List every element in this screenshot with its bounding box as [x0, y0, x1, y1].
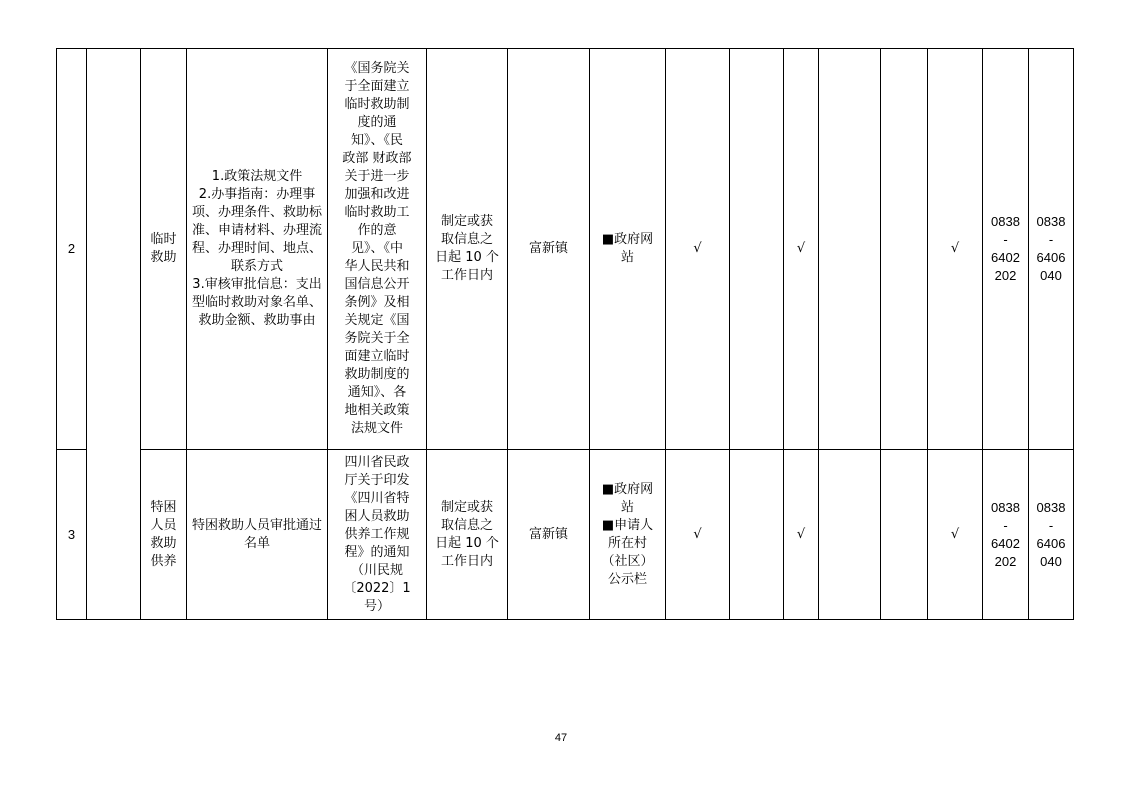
- check-mark-a: √: [666, 450, 730, 620]
- phone-number-1: 0838 - 6402 202: [983, 450, 1029, 620]
- check-mark-c: √: [928, 450, 983, 620]
- disclosure-content: 特困救助人员审批通过名单: [187, 450, 328, 620]
- check-mark-b: √: [784, 49, 819, 450]
- disclosure-subject: 富新镇: [508, 450, 590, 620]
- disclosure-channel: ■政府网 站 ■申请人 所在村 （社区） 公示栏: [590, 450, 666, 620]
- empty-cell: [881, 49, 928, 450]
- empty-cell: [881, 450, 928, 620]
- row-index: 3: [57, 450, 87, 620]
- page-number: 47: [554, 732, 568, 744]
- phone-number-1: 0838 - 6402 202: [983, 49, 1029, 450]
- table-row: [57, 450, 1074, 620]
- phone-number-2: 0838 - 6406 040: [1029, 450, 1074, 620]
- item-category: 特困 人员 救助 供养: [141, 450, 187, 620]
- disclosure-basis: 四川省民政 厅关于印发 《四川省特 困人员救助 供养工作规 程》的通知 （川民规 〔2022〕1 号）: [328, 450, 427, 620]
- item-category: 临时 救助: [141, 49, 187, 450]
- check-mark-c: √: [928, 49, 983, 450]
- empty-merged-cell: [87, 49, 141, 620]
- phone-number-2: 0838 - 6406 040: [1029, 49, 1074, 450]
- disclosure-content: 1.政策法规文件 2.办事指南：办理事项、办理条件、救助标准、申请材料、办理流程、办理时间、地点、联系方式 3.审核审批信息：支出型临时救助对象名单、救助金额、救助事由: [187, 49, 328, 450]
- time-limit: 制定或获 取信息之 日起 10 个 工作日内: [427, 450, 508, 620]
- empty-cell: [819, 49, 881, 450]
- empty-cell: [730, 450, 784, 620]
- check-mark-a: √: [666, 49, 730, 450]
- disclosure-channel: ■政府网 站: [590, 49, 666, 450]
- disclosure-subject: 富新镇: [508, 49, 590, 450]
- table-row: [57, 49, 1074, 450]
- empty-cell: [819, 450, 881, 620]
- disclosure-basis: 《国务院关 于全面建立 临时救助制 度的通 知》、《民 政部 财政部 关于进一步 加强和改进 临时救助工 作的意 见》、《中 华人民共和 国信息公开 条例》及相 关规定《国 务院关于全 面建立临时 救助制度的 通知》、各 地相关政策 法规文件: [328, 49, 427, 450]
- disclosure-table: [56, 48, 1074, 620]
- empty-cell: [730, 49, 784, 450]
- check-mark-b: √: [784, 450, 819, 620]
- row-index: 2: [57, 49, 87, 450]
- time-limit: 制定或获 取信息之 日起 10 个 工作日内: [427, 49, 508, 450]
